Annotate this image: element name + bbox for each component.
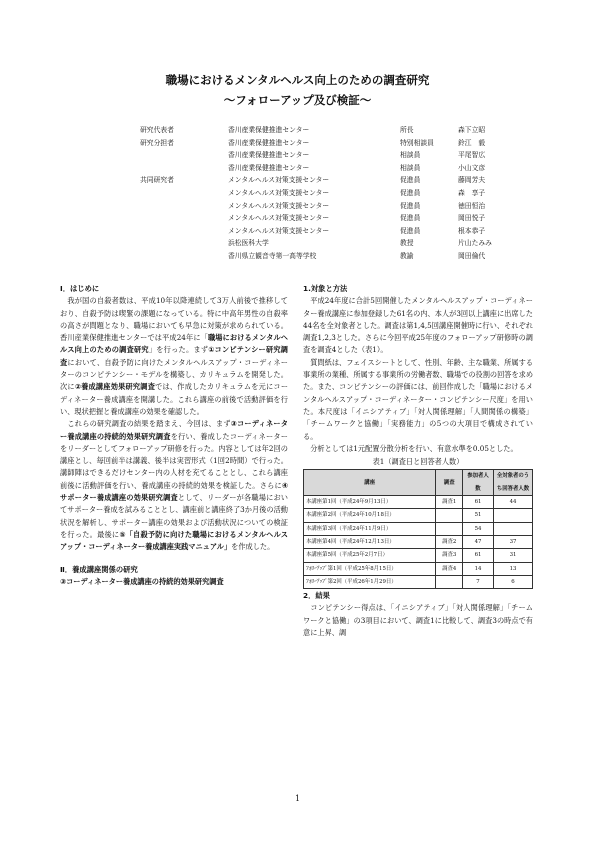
table-cell: 調査2 — [436, 535, 463, 548]
text-segment: では、作成したカリキュラムを元にコーディネーター養成講座を開講した。これら講座の前後で活動評価を行い、現状把握と養成講座の効果を確認した。 — [60, 382, 289, 416]
method-paragraph-1: 平成24年度に合計5回開催したメンタルヘルスアップ・コーディネーター養成講座に参加登録した61名の内、本人が3回以上講座に出席した44名を全対象者とした。調査は第1,4,5回講座開催時に行い、それぞれ調査1,2,3とした。さらに今回平成25年度のフォローアップ研修時の調査を調査4とした（表1）。 — [303, 296, 533, 355]
staff-position: 促進員 — [400, 189, 421, 197]
table-caption: 表1（調査日と回答者人数） — [372, 457, 464, 467]
staff-position: 促進員 — [400, 226, 421, 235]
table-cell: 6 — [494, 575, 533, 588]
table-cell — [436, 509, 463, 522]
table-cell: 13 — [494, 562, 533, 575]
staff-org: 香川県立観音寺第一高等学校 — [228, 252, 317, 260]
results-paragraph: コンピテンシー得点は、「イニシアティブ」「対人関係理解」「チームワークと協働」の3項目において、調査1に比較して、調査3の時点で有意に上昇、調 — [303, 603, 533, 638]
table-row — [304, 562, 533, 575]
text-segment: 」を行った。まず — [148, 345, 209, 355]
staff-name: 森下立昭 — [458, 126, 486, 134]
staff-name: 岡田悦子 — [458, 214, 486, 223]
table-cell: 44 — [494, 496, 533, 509]
staff-name: 小山文彦 — [458, 163, 486, 172]
text-segment: ④サポーター養成講座の効果研究調査 — [60, 480, 288, 503]
staff-position: 促進員 — [400, 201, 421, 210]
staff-role: 研究分担者 — [140, 138, 174, 147]
text-segment: これらの研究調査の結果を踏まえ、今回は、まず — [60, 419, 231, 429]
text-segment: ③コーディネーター養成講座の持続的効果研究調査 — [60, 419, 288, 441]
staff-org: メンタルヘルス対策支援センター — [228, 189, 330, 197]
section-heading-intro: Ⅰ．はじめに — [60, 284, 100, 293]
table-row — [304, 575, 533, 588]
table-header-cell: 全対象者のうち回答者人数 — [494, 470, 533, 496]
staff-org: メンタルヘルス対策支援センター — [228, 176, 330, 185]
staff-position: 促進員 — [400, 176, 421, 185]
table-cell — [436, 522, 463, 535]
table-header-cell: 調査 — [436, 470, 463, 496]
table-cell: 31 — [494, 549, 533, 562]
text-segment: 我が国の自殺者数は、平成10年以降連続して3万人前後で推移しており、自殺予防は喫緊の課題になっている。特に中高年男性の自殺率の高さが問題となり、職場においても早急に対策が求められている。香川産業保健推進センターでは平成24年に「 — [60, 296, 288, 343]
table-cell — [494, 522, 533, 535]
table-cell: ﾌｫﾛｰｱｯﾌﾟ第2回（平成26年1月29日） — [304, 575, 436, 588]
staff-org: 香川産業保健推進センター — [228, 126, 310, 134]
staff-org: 浜松医科大学 — [228, 239, 269, 248]
staff-name: 片山たみみ — [458, 239, 492, 248]
table-cell: 37 — [494, 535, 533, 548]
table-row — [304, 522, 533, 535]
section-heading-method: 1.対象と方法 — [303, 284, 348, 293]
table-cell: 本講座第1回（平成24年9月13日） — [304, 496, 436, 509]
staff-position: 特別相談員 — [400, 138, 434, 147]
staff-name: 藤岡芳夫 — [458, 176, 486, 185]
doc-subtitle: ～フォローアップ及び検証～ — [223, 93, 372, 107]
table-cell: 51 — [463, 509, 494, 522]
intro-paragraph-1 — [60, 295, 288, 418]
table-cell: 本講座第2回（平成24年10月18日） — [304, 509, 436, 522]
staff-role: 共同研究者 — [140, 176, 174, 185]
staff-position: 相談員 — [400, 163, 421, 172]
method-paragraph-2: 質問紙は、フェイスシートとして、性別、年齢、主な職業、所属する事業所の業種、所属する事業所の労働者数、職場での役割の回答を求めた。また、コンピテンシーの評価には、前回作成した「職場におけるメンタルヘルスアップ・コーディネーター・コンピテンシー尺度」を用いた。本尺度は「イニシアティブ」「対人関係理解」「人間関係の構築」「チームワークと協働」「実務能力」の5つの大項目で構成されている。 — [303, 357, 534, 441]
table-row — [304, 535, 533, 548]
staff-org: メンタルヘルス対策支援センター — [228, 201, 330, 210]
table-cell — [494, 509, 533, 522]
staff-name: 鈴江 毅 — [458, 138, 486, 147]
staff-org: 香川産業保健推進センター — [228, 151, 310, 160]
table-row — [304, 496, 533, 509]
staff-role: 研究代表者 — [140, 126, 174, 134]
table-cell: 47 — [463, 535, 494, 548]
survey-table — [303, 469, 533, 589]
staff-org: 香川産業保健推進センター — [228, 163, 310, 172]
section-heading-study: Ⅱ．養成講座関係の研究 — [60, 564, 138, 574]
table-cell — [436, 575, 463, 588]
table-cell: ﾌｫﾛｰｱｯﾌﾟ第1回（平成25年8月15日） — [304, 562, 436, 575]
staff-org: メンタルヘルス対策支援センター — [228, 226, 330, 235]
table-cell: 61 — [463, 496, 494, 509]
table-cell: 本講座第3回（平成24年11月9日） — [304, 522, 436, 535]
section-heading-results: 2．結果 — [303, 591, 330, 601]
text-segment: ⑤「自殺予防に向けた職場におけるメンタルヘルスアップ・コーディネーター養成講座実践マニュアル」 — [60, 529, 288, 552]
staff-name: 根本恭子 — [458, 226, 486, 235]
staff-org: 香川産業保健推進センター — [228, 138, 310, 147]
staff-name: 徳田恒治 — [458, 201, 486, 210]
table-cell: 調査1 — [436, 496, 463, 509]
staff-position: 所長 — [400, 126, 414, 134]
page-number: 1 — [294, 794, 301, 803]
staff-name: 森 享子 — [458, 189, 486, 197]
table-cell: 54 — [463, 522, 494, 535]
text-segment: ①コンピテンシー研究調査 — [60, 345, 288, 367]
table-header-cell: 講座 — [304, 470, 436, 496]
staff-name: 岡田倫代 — [458, 252, 486, 260]
text-segment: として、リーダーが各職場においてサポーター養成を試みることとし、講座前と講座終了3か月後の活動状況を解析し、サポーター講座の効果および活動状況についての検証を行った。最後に — [60, 493, 288, 539]
staff-position: 相談員 — [400, 151, 421, 160]
intro-paragraph-2 — [60, 418, 288, 553]
text-segment: を作成した。 — [231, 542, 275, 552]
table-cell: 調査4 — [436, 562, 463, 575]
table-cell: 本講座第4回（平成24年12月13日） — [304, 535, 436, 548]
staff-name: 平尾智広 — [458, 151, 486, 160]
table-header-cell: 参加者人数 — [463, 470, 494, 496]
staff-position: 促進員 — [400, 214, 421, 223]
left-column — [60, 283, 288, 588]
table-row — [304, 549, 533, 562]
text-segment: を行い、養成したコーディネーターをリーダーとしてフォローアップ研修を行った。内容としては年2回の講座とし、毎回前半は講義、後半は実習形式（1回2時間）で行った。講師陣はできるだけセンター内の人材を充てることとし、これら講座前後に活動評価を行い、養成講座の持続的効果を検証した。さらに — [60, 431, 288, 490]
staff-position: 教諭 — [400, 252, 414, 260]
table-cell: 調査3 — [436, 549, 463, 562]
table-cell: 本講座第5回（平成25年2月7日） — [304, 549, 436, 562]
table-cell: 61 — [463, 549, 494, 562]
method-paragraph-3: 分析としては1元配置分散分析を行い、有意水準を0.05とした。 — [303, 443, 518, 453]
table-cell: 14 — [463, 562, 494, 575]
staff-position: 教授 — [400, 239, 414, 248]
text-segment: 職場におけるメンタルヘルス向上のための調査研究 — [60, 333, 288, 355]
staff-org: メンタルヘルス対策支援センター — [228, 214, 330, 223]
section-subheading: ③コーディネーター養成講座の持続的効果研究調査 — [60, 576, 224, 586]
text-segment: ②養成講座効果研究調査 — [74, 382, 156, 392]
doc-title: 職場におけるメンタルヘルス向上のための調査研究 — [165, 73, 430, 87]
right-column — [303, 283, 533, 639]
text-segment: において、自殺予防に向けたメンタルヘルスアップ・コーディネーターのコンピテンシー・モデルを構築し、カリキュラムを開発した。次に — [60, 357, 288, 392]
table-cell: 7 — [463, 575, 494, 588]
table-row — [304, 509, 533, 522]
